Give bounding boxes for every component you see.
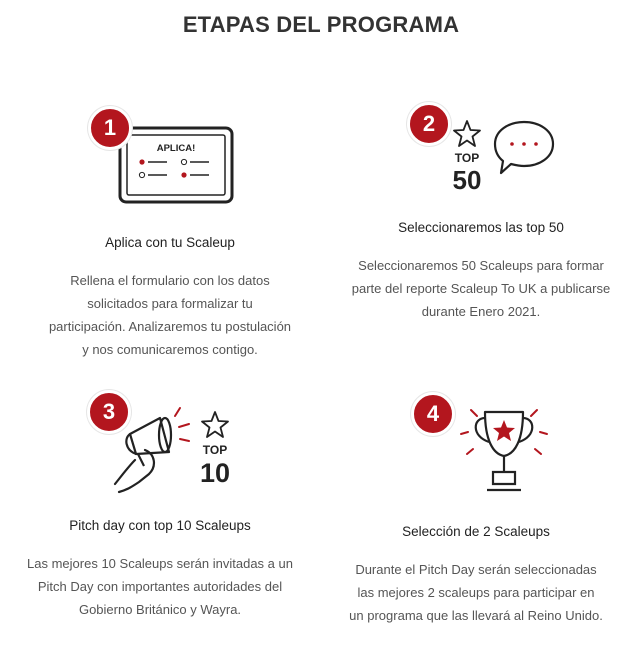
step-1 [10, 100, 330, 365]
svg-text:APLICA!: APLICA! [156, 143, 196, 154]
step-2 [330, 100, 632, 330]
step-number-badge: 4 [411, 392, 455, 436]
svg-text:TOP: TOP [454, 151, 480, 165]
step-3 [0, 388, 320, 628]
trophy-icon [447, 396, 557, 498]
svg-text:10: 10 [199, 458, 231, 488]
step-4 [325, 390, 627, 630]
page-title: ETAPAS DEL PROGRAMA [182, 12, 460, 37]
step-number-badge: 3 [87, 390, 131, 434]
step-description: Durante el Pitch Day serán seleccionadas las mejores 2 scaleups para participar en un programa que las llevará al Reino Unido. [349, 562, 603, 623]
step-number-badge: 1 [88, 106, 132, 150]
svg-text:50: 50 [452, 165, 482, 195]
step-description: Las mejores 10 Scaleups serán invitadas a un Pitch Day con importantes autoridades del Gobierno Británico y Wayra. [27, 556, 293, 617]
step-title: Pitch day con top 10 Scaleups [69, 518, 251, 533]
step-number-badge: 2 [407, 102, 451, 146]
step-title: Seleccionaremos las top 50 [398, 220, 564, 235]
step-title: Aplica con tu Scaleup [105, 235, 235, 250]
step-description: Seleccionaremos 50 Scaleups para formar parte del reporte Scaleup To UK a publicarse durante Enero 2021. [351, 258, 611, 319]
top-50-speech-bubble-icon [440, 118, 570, 198]
step-title: Selección de 2 Scaleups [402, 524, 550, 539]
svg-text:TOP: TOP [202, 443, 228, 457]
step-description: Rellena el formulario con los datos solicitados para formalizar tu participación. Analizaremos tu postulación y nos comunicaremos contigo. [48, 273, 292, 357]
